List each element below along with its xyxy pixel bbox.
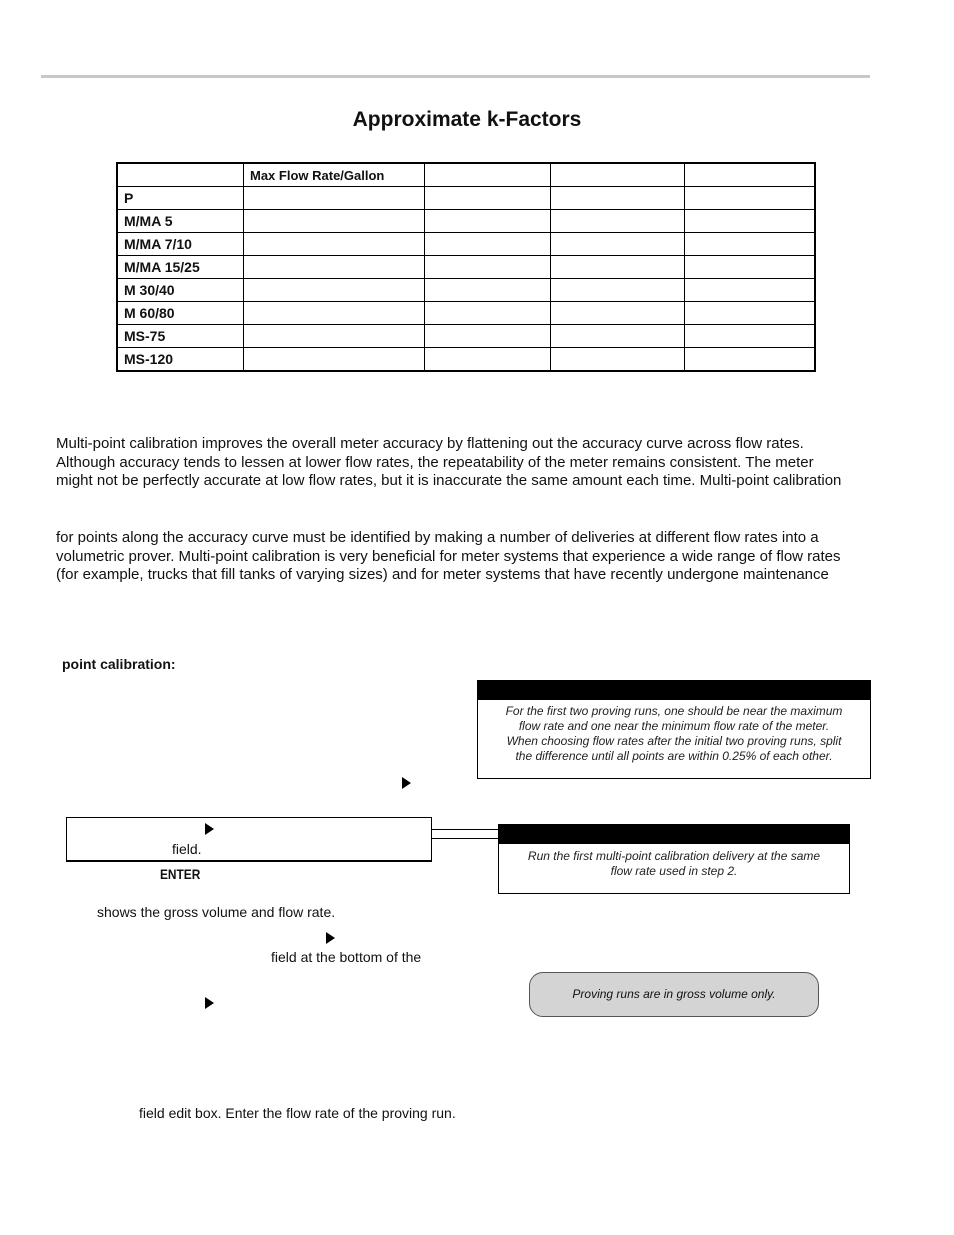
table-row xyxy=(117,302,815,325)
tip-box: Proving runs are in gross volume only. xyxy=(529,972,819,1017)
note-box-first-delivery: Run the first multi-point calibration delivery at the same flow rate used in step 2. xyxy=(498,824,850,894)
meter-model: M 30/40 xyxy=(117,279,244,302)
text-edit-box: field edit box. Enter the flow rate of the proving run. xyxy=(139,1105,456,1121)
steps-heading: point calibration: xyxy=(62,656,176,672)
table-row xyxy=(117,233,815,256)
header-max-flow: Max Flow Rate/Gallon xyxy=(244,163,425,187)
step-box: field. xyxy=(66,817,432,862)
meter-model: M/MA 5 xyxy=(117,210,244,233)
table-row xyxy=(117,325,815,348)
meter-model: MS-120 xyxy=(117,348,244,372)
arrow-right-icon xyxy=(205,823,214,835)
paragraph-2: for points along the accuracy curve must be identified by making a number of deliveries at different flow rates into a volumetric prover. Multi-point calibration is very beneficial for meter systems that experience a wide range of flow rates (for example, trucks that fill tanks of varying sizes) and for meter systems that have recently undergone maintenance xyxy=(56,529,841,583)
page-title: Approximate k-Factors xyxy=(352,108,582,131)
table-row xyxy=(117,279,815,302)
paragraph-1: Multi-point calibration improves the overall meter accuracy by flattening out the accuracy curve across flow rates. Although accuracy tends to lessen at lower flow rates, the repeatability of the meter remains consistent. The meter might not be perfectly accurate at low flow rates, but it is inaccurate the same amount each time. Multi-point calibration xyxy=(56,435,842,489)
meter-model: M/MA 15/25 xyxy=(117,256,244,279)
meter-model: M 60/80 xyxy=(117,302,244,325)
meter-model: P xyxy=(117,187,244,210)
table-header-row xyxy=(117,163,815,187)
text-field-bottom: field at the bottom of the xyxy=(271,949,422,965)
arrow-right-icon xyxy=(205,997,214,1009)
table-row xyxy=(117,210,815,233)
arrow-right-icon xyxy=(402,777,411,789)
meter-model: MS-75 xyxy=(117,325,244,348)
text-gross-volume: shows the gross volume and flow rate. xyxy=(97,904,336,920)
table-row xyxy=(117,187,815,210)
enter-key: ENTER xyxy=(160,866,201,882)
table-row xyxy=(117,256,815,279)
note-box-proving-runs: For the first two proving runs, one should be near the maximum flow rate and one near the minimum flow rate of the meter. When choosing flow rates after the initial two proving runs, split the difference until all points are within 0.25% of each other. xyxy=(477,680,871,779)
arrow-right-icon xyxy=(326,932,335,944)
connector xyxy=(431,829,498,839)
meter-model: M/MA 7/10 xyxy=(117,233,244,256)
header-rule xyxy=(41,75,870,78)
table-row xyxy=(117,348,815,372)
k-factor-table xyxy=(116,162,816,372)
